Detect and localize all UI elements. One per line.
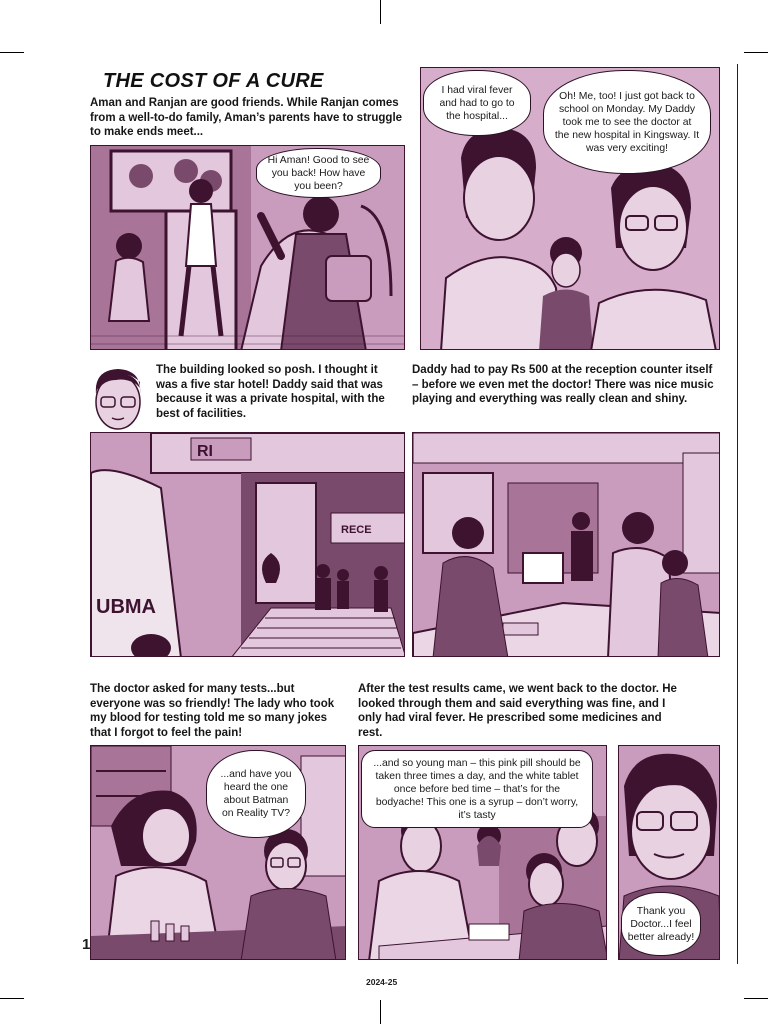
speech-bubble-thank-you: Thank you Doctor...I feel better already! (621, 892, 701, 956)
hospital-entrance-illustration (91, 433, 405, 657)
caption-tests: The doctor asked for many tests...but everyone was so friendly! The lady who took my blood for testing told me so many jokes that I forgot to feel the pain! (90, 683, 335, 739)
panel-doctor-prescription (358, 745, 607, 960)
caption-reception: Daddy had to pay Rs 500 at the reception counter itself – before we even met the doctor! There was nice music playing and everything was really clean and shiny. (412, 364, 714, 405)
speech-bubble-viral-fever: I had viral fever and had to go to the hospital... (423, 70, 531, 136)
caption-building: The building looked so posh. I thought it was a five star hotel! Daddy said that was because it was a private hospital, with the best of facilities. (156, 364, 385, 420)
reception-counter-illustration (413, 433, 720, 657)
panel-boys-talking (420, 67, 720, 350)
page-title: THE COST OF A CURE (103, 70, 324, 92)
panel-hospital-entrance (90, 432, 405, 657)
crop-mark-bottom-center (380, 1000, 381, 1024)
crop-mark-bottom-left (0, 998, 24, 999)
speech-bubble-pink-pill: ...and so young man – this pink pill should be taken three times a day, and the white tablet once before bed time – that’s for the bodyache! This one is a syrup – don’t worry, it’s tasty (361, 750, 593, 828)
ambulance-text: UBMA (96, 596, 156, 618)
speech-bubble-me-too: Oh! Me, too! I just got back to school on Monday. My Daddy took me to see the doctor at the new hospital in Kingsway. It was very exciting! (543, 70, 711, 174)
caption-results: After the test results came, we went back to the doctor. He looked through them and said everything was fine, and I only had viral fever. He prescribed some medicines and rest. (358, 683, 677, 739)
panel-thank-you (618, 745, 720, 960)
reception-sign-text: RECE (341, 524, 372, 536)
hospital-sign-text: RI (197, 443, 213, 460)
edition-year: 2024-25 (366, 977, 398, 987)
crop-mark-top-right (744, 52, 768, 53)
caption-intro: Aman and Ranjan are good friends. While Ranjan comes from a well-to-do family, Aman’s parents have to struggle to make ends meet... (90, 97, 403, 138)
margin-rule (737, 64, 738, 964)
panel-reception-counter (412, 432, 720, 657)
crop-mark-top-left (0, 52, 24, 53)
panel-blood-test (90, 745, 346, 960)
speech-bubble-batman: ...and have you heard the one about Batman on Reality TV? (206, 750, 306, 838)
panel-school-gate (90, 145, 405, 350)
crop-mark-bottom-right (744, 998, 768, 999)
page-number: 1 (82, 936, 91, 953)
speech-bubble-hi-aman: Hi Aman! Good to see you back! How have you been? (256, 148, 381, 198)
crop-mark-top-center (380, 0, 381, 24)
narrator-face-icon (90, 364, 146, 434)
